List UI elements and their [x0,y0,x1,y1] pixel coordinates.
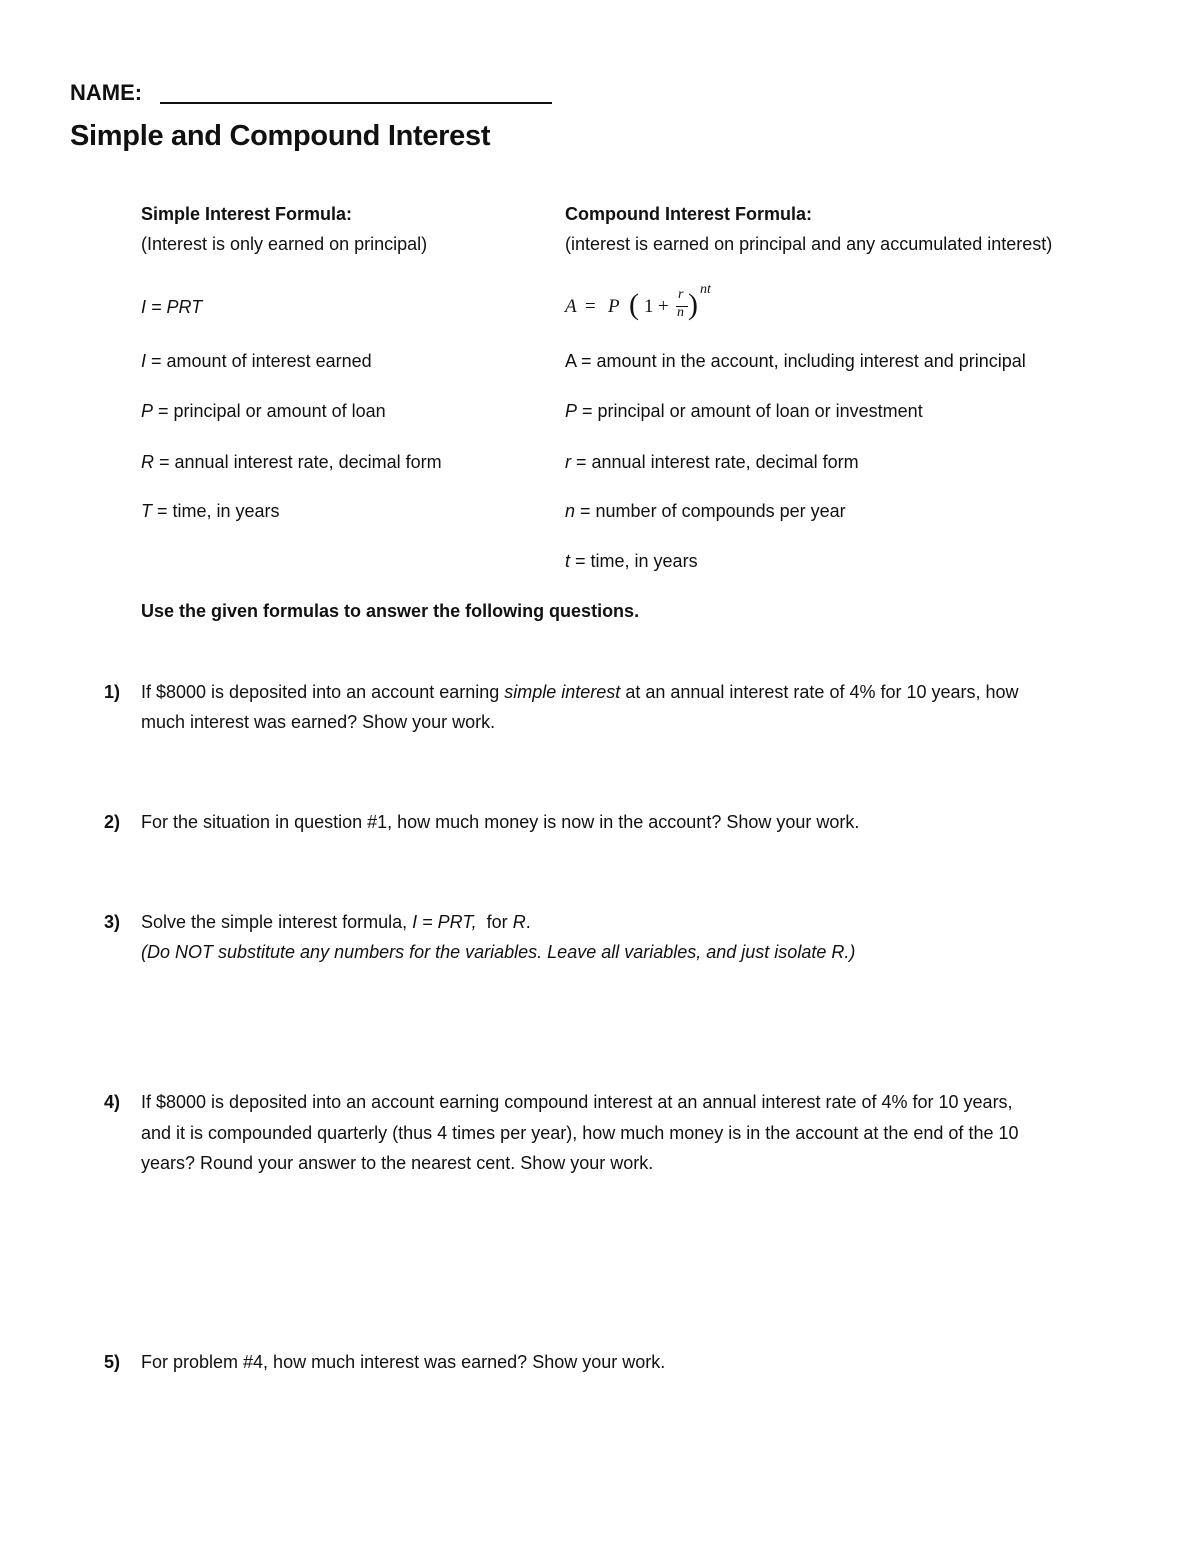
compound-def-t [565,550,698,572]
formula-right-paren: ) [688,288,698,321]
def-variable: I [141,351,147,371]
simple-formula: I = PRT [141,297,203,317]
compound-def-p [565,400,923,422]
def-variable: t [565,551,571,571]
name-blank-line[interactable] [160,102,552,104]
question-text: at an annual interest rate of 4% for 10 years, how [620,682,1019,702]
def-text: = principal or amount of loan or investment [577,401,923,421]
simple-def-p [141,400,386,422]
compound-formula-heading: Compound Interest Formula: [565,204,812,224]
question-text: for [476,912,513,932]
formula-denominator: n [677,305,684,320]
compound-def-r [565,451,859,473]
def-variable: r [565,452,571,472]
simple-def-t [141,500,280,522]
question-emphasis: simple interest [504,682,621,702]
name-label: NAME: [70,80,143,105]
question-number: 3) [104,912,121,932]
compound-def-n [565,500,846,522]
def-variable: R [141,452,154,472]
formula-plus: + [658,296,669,317]
formula-one: 1 [644,296,654,317]
question-number: 4) [104,1092,121,1112]
def-text: = principal or amount of loan [153,401,386,421]
compound-formula [565,284,735,328]
def-variable: P [141,401,154,421]
formula-left-paren: ( [629,288,639,321]
compound-def-a [565,350,1026,372]
def-text: = amount in the account, including interest and principal [576,351,1026,371]
formula-a: A [565,296,577,317]
question-3-line-1 [141,911,531,933]
def-text: = time, in years [570,551,698,571]
question-1-line-2: much interest was earned? Show your work. [141,712,496,732]
formula-equals: = [585,296,596,317]
question-number: 1) [104,682,121,702]
formula-exponent: nt [700,282,711,297]
page-title: Simple and Compound Interest [70,120,491,152]
question-text: Solve the simple interest formula, [141,912,413,932]
def-text: = amount of interest earned [146,351,372,371]
question-5-line-1: For problem #4, how much interest was earned? Show your work. [141,1352,666,1372]
def-text: = annual interest rate, decimal form [154,452,442,472]
question-text: If $8000 is deposited into an account earning [141,682,505,702]
def-variable: A [565,351,577,371]
instructions: Use the given formulas to answer the following questions. [141,601,640,621]
question-text: . [525,912,531,932]
def-text: = time, in years [152,501,280,521]
compound-formula-note: (interest is earned on principal and any accumulated interest) [565,234,1053,254]
def-variable: T [141,501,152,521]
question-4-line-2: and it is compounded quarterly (thus 4 times per year), how much money is in the account at the end of the 10 [141,1123,1019,1143]
question-emphasis: R [512,912,526,932]
simple-def-i [141,350,372,372]
question-4-line-3: years? Round your answer to the nearest cent. Show your work. [141,1153,654,1173]
formula-p: P [608,296,620,317]
question-number: 2) [104,812,121,832]
question-1-line-1 [141,681,1019,703]
simple-formula-heading: Simple Interest Formula: [141,204,353,224]
question-3-line-2: (Do NOT substitute any numbers for the variables. Leave all variables, and just isolate R.) [141,942,856,962]
simple-def-r [141,451,442,473]
def-variable: n [565,501,576,521]
simple-formula-note: (Interest is only earned on principal) [141,234,428,254]
def-text: = number of compounds per year [575,501,846,521]
question-emphasis: I = PRT, [412,912,477,932]
def-variable: P [565,401,578,421]
formula-fraction [676,287,688,324]
formula-numerator: r [678,287,684,302]
question-4-line-1: If $8000 is deposited into an account earning compound interest at an annual interest rate of 4% for 10 years, [141,1092,1013,1112]
question-2-line-1: For the situation in question #1, how much money is now in the account? Show your work. [141,812,860,832]
def-text: = annual interest rate, decimal form [571,452,859,472]
question-number: 5) [104,1352,121,1372]
